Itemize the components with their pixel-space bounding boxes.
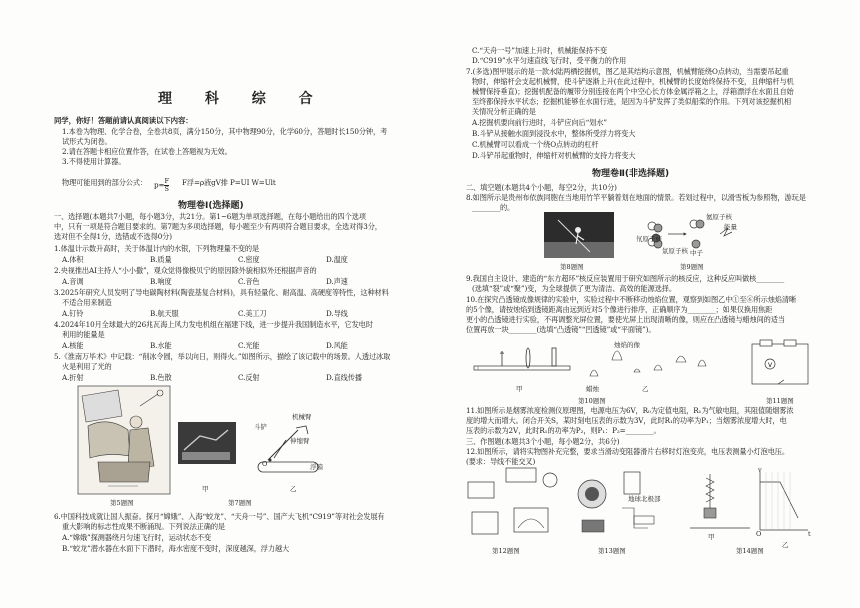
question-5: 5.《淮南万毕术》中记载：“削冰令圆，举以向日，则得火。”如图所示，描绘了该记载中的场景。人透过冰取: [54, 352, 391, 361]
fig9-neutron-label: 中子: [690, 249, 703, 257]
notice-heading: 同学，你好！答题前请认真阅读以下内容：: [54, 116, 193, 125]
draw-intro: 三、作图题(本题共3个小题，每小题2分，共6分): [466, 437, 620, 446]
fig10-b-label: 乙: [642, 385, 649, 393]
figure-5-illustration: [78, 386, 170, 494]
question-6-option-b: B.“蛟龙”潜水器在水面下下潜时，海水密度不变时，深度越深，浮力越大: [62, 544, 290, 553]
fig7-arm-label: 机械臂: [292, 413, 312, 421]
left-column: [54, 0, 430, 608]
question-7-option-c: C.机械臂可以看成一个绕O点转动的杠杆: [472, 140, 599, 149]
question-3-options: A.钉铃 B.航天服 C.美工刀 D.导线: [62, 309, 348, 318]
fig9-tritium-label: 氚原子核: [662, 247, 688, 255]
formula-rest: F浮=ρ液gV排 P=UI W=Ult: [182, 178, 276, 187]
fig9-deuterium-label: 氘原子核: [636, 235, 662, 243]
section-1-title: 物理卷Ⅰ(选择题): [178, 201, 244, 211]
question-10: 10.在探究凸透镜成像规律的实验中，实验过程中不断移动烛焰位置，观察到如图乙中①至⑥所示烛焰清晰: [466, 295, 797, 304]
formula-pressure: p= $\frac{F}{S}$: [154, 177, 169, 193]
notice-line: 1.本卷为物理、化学合卷，全卷共8页，满分150分，其中物理90分，化学60分，答题时长150分钟，考: [62, 127, 388, 136]
fig14-v-label: v: [758, 466, 762, 474]
question-7: 物时，伸缩杆会支起机械臂，使斗铲逐渐上升(在此过程中，机械臂的长度始终保持不变，且伸缩杆与机: [472, 77, 794, 86]
question-11: 11.如图所示是烟雾浓度检测仪原理图，电源电压为6V，R₀为定值电阻，R₁为气敏电阻，其阻值随烟雾浓: [466, 406, 794, 415]
question-6-option-d: D.“C919”水平匀速直线飞行时，受平衡力的作用: [472, 56, 627, 65]
notice-line: 2.请在答题卡相应位置作答，在试卷上答题视为无效。: [62, 147, 232, 156]
fill-intro: 二、填空题(本题共4个小题，每空2分，共10分): [466, 183, 617, 192]
fig7-boom-label: 伸缩臂: [290, 437, 310, 445]
question-5-options: A.折射 B.色散 C.反射 D.直线传播: [62, 373, 362, 382]
figure-14-caption: 第14题图: [736, 547, 764, 555]
question-10: 更小的凸透镜进行实验，不再调整光屏位置，要使光屏上出现清晰的像，则应在凸透镜与蜡烛间的适当: [466, 315, 785, 324]
question-7: 关情况分析正确的是: [472, 107, 536, 116]
fig14-t-label: t: [808, 530, 811, 538]
question-1: 1.体温计示数升高时，关于体温计内的水银，下列物理量不变的是: [54, 244, 260, 253]
svg-text:V: V: [768, 362, 773, 369]
fig14-a-label: 甲: [708, 533, 715, 541]
fig10-a-label: 甲: [516, 385, 523, 393]
figure-12-diagram: [466, 468, 566, 542]
question-4-options: A.核能 B.水能 C.光能 D.风能: [62, 341, 348, 350]
fig7-pontoon-label: 浮箱: [310, 463, 323, 471]
question-7-option-d: D.斗铲吊起重物时，伸缩杆对机械臂的支持力将变大: [472, 151, 636, 160]
choice-intro: 一、选择题(本题共7小题，每小题3分，共21分。第1~6题为单项选择题，在每小题给出的四个选项: [54, 212, 366, 221]
question-2-options: A.音调 B.响度 C.音色 D.声速: [62, 277, 348, 286]
question-7: 7.(多选)图甲展示的是一款水陆两栖挖掘机，图乙是其结构示意图，机械臂能绕O点转动，当需要吊起重: [466, 67, 789, 76]
figure-7-diagram: [178, 418, 328, 480]
figure-11-circuit: [748, 340, 812, 388]
question-11: 压表的示数为2V，此时R₁的功率为P₂，则P₁：P₂=________。: [466, 426, 661, 435]
fig7-pivot-label: O: [262, 460, 268, 468]
question-6: 6.中国科技成就让国人振奋。探月“嫦娥”、入海“蛟龙”、“天舟一号”、国产大飞机“C919”等对社会发展有: [54, 512, 385, 521]
question-2: 2.央视推出AI主持人“小小撒”，观众觉得像极贝宁的原因除外貌相似外还根据声音的: [54, 266, 317, 275]
formula-label: 物理可能用到的部分公式：: [62, 178, 148, 187]
page-title: 理 科 综 合: [158, 91, 327, 107]
notice-line: 试形式为闭卷。: [62, 137, 112, 146]
fig7-bucket-label: 斗铲: [254, 423, 267, 431]
figure-7-caption: 第7题图: [228, 499, 252, 507]
figure-11-caption: 第11题图: [766, 397, 794, 405]
question-8: 8.如图所示是贵州布依族同胞在当地用竹竿平躺着划在地面的情景。若划过程中，以滑雪板为参照物，游玩是: [466, 193, 806, 202]
figure-10-caption: 第10题图: [578, 397, 606, 405]
fig14-b-label: 乙: [782, 541, 789, 549]
fig7-a-label: 甲: [202, 485, 209, 493]
notice-line: 3.不得使用计算器。: [62, 157, 126, 166]
question-3: 3.2025年研究人员发明了导电碳陶材料(陶瓷基复合材料)，具有轻量化、耐高温、高硬度等特性，这种材料: [54, 288, 389, 297]
figure-13-diagram: [574, 468, 658, 542]
fig14-o-label: O: [756, 530, 762, 538]
question-10: 位置再放一块________(选填“凸透镜”“凹透镜”或“平面镜”)。: [466, 325, 656, 334]
question-1-options: A.体积 B.质量 C.密度 D.温度: [62, 255, 348, 264]
question-4: 利用的能量是: [62, 330, 105, 339]
question-3: 不适合用来制造: [62, 298, 112, 307]
choice-intro: 中，只有一项是符合题目要求的。第7题为多项选择题，每小题至少有两项符合题目要求，全选对得3分，: [54, 222, 382, 231]
question-8: ________的。: [472, 203, 515, 212]
fig13-label: 地球北极部: [628, 495, 661, 503]
section-2-title: 物理卷Ⅱ(非选择题): [592, 169, 670, 179]
fig10-candle-label: 蜡烛: [586, 385, 599, 393]
figure-13-caption: 第13题图: [598, 547, 626, 555]
question-7-option-a: A.挖掘机要向前行进时，斗铲应向后“划水”: [472, 118, 607, 127]
question-11: 度的增大而增大。闭合开关S，某时刻电压表的示数为3V，此时R₁的功率为P₁；当烟雾浓度增大时，电: [466, 416, 787, 425]
figure-12-caption: 第12题图: [492, 547, 520, 555]
fig9-energy-label: 能量: [724, 223, 737, 231]
fig10-images-label: 烛焰的像: [614, 341, 640, 349]
question-9: (选填“裂”或“聚”)变，为全球提供了更为清洁、高效的能源选择。: [472, 284, 676, 293]
question-9: 9.我国自主设计、建造的“东方超环”核反应装置用于研究如图所示的核反应，这种反应叫做核________: [466, 274, 785, 283]
question-4: 4.2024年10月全球最大的26兆瓦海上风力发电机组在福建下线，进一步提升我国制造水平，它发电时: [54, 320, 373, 329]
fig9-helium-label: 氦原子核: [706, 213, 732, 221]
figure-8-caption: 第8题图: [560, 263, 584, 271]
figure-8-photo: [544, 212, 614, 258]
question-6-option-c: C.“天舟一号”加速上升时，机械能保持不变: [472, 46, 607, 55]
question-12: 12.如图所示，请将实物图补充完整，要求当滑动变阻器滑片右移时灯泡变亮，电压表测量小灯泡电压。: [466, 447, 789, 456]
fig7-b-label: 乙: [290, 485, 297, 493]
question-12: (要求：导线不能交叉): [466, 457, 536, 466]
question-5: 火是利用了光的: [62, 362, 112, 371]
question-6: 重大影响的标志性成果不断涌现。下列说法正确的是: [62, 522, 226, 531]
question-6-option-a: A.“嫦娥”探测器绕月匀速飞行时，运动状态不变: [62, 533, 212, 542]
question-7: 械臂保持垂直)；挖掘机配备的履带分别连接在两个中空心长方体金属浮箱之上，浮箱漂浮在水面且自始: [472, 87, 794, 96]
figure-5-caption: 第5题图: [110, 499, 134, 507]
choice-intro: 选对但不全得1分，选错或不选得0分): [54, 232, 172, 241]
question-7: 至终都保持水平状态；挖掘机能够在水面行进，是因为斗铲发挥了类似船桨的作用。下列对该挖掘机相: [472, 97, 791, 106]
right-column: [452, 0, 832, 608]
question-7-option-b: B.斗铲从接触水面到浸没水中，整体所受浮力将变大: [472, 129, 636, 138]
figure-9-caption: 第9题图: [680, 263, 704, 271]
figure-14-diagram: [690, 468, 810, 542]
question-10: 的5个像，请按烛焰到透镜距离由远到近对5个像进行排序，正确顺序为________；如果仅换用焦距: [466, 305, 773, 314]
